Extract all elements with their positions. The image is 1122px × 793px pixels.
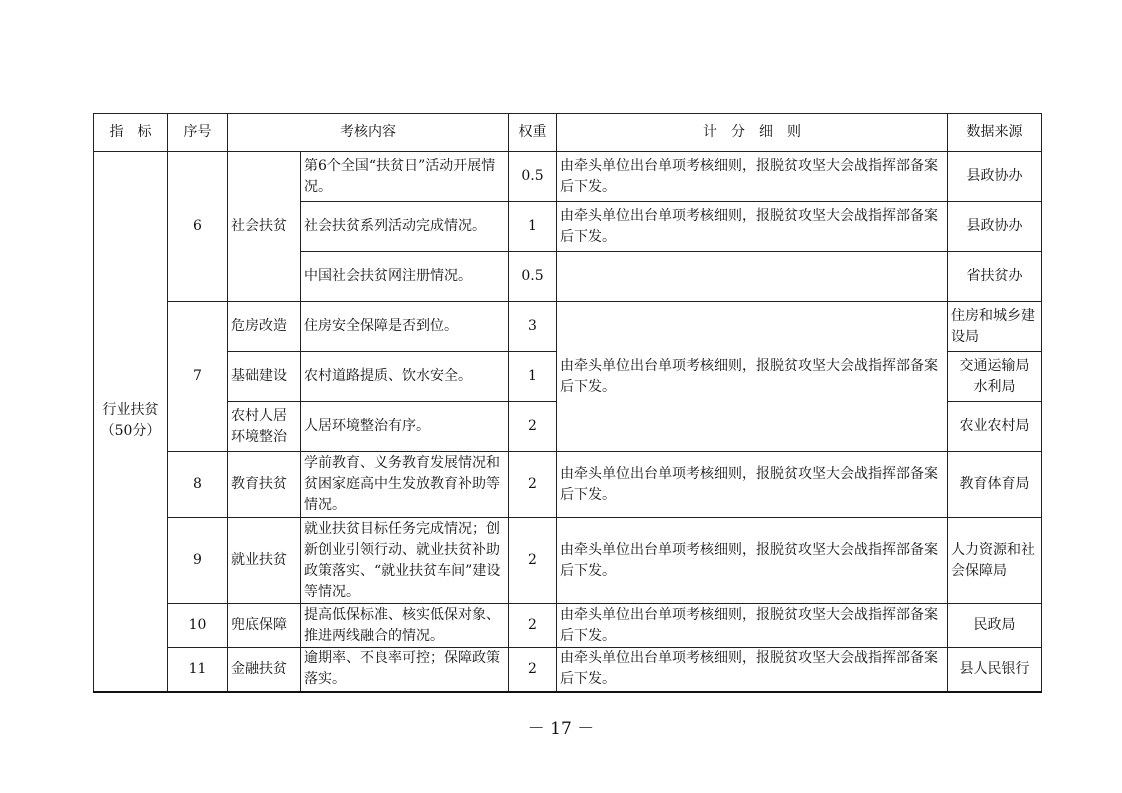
header-indicator: 指 标 <box>94 114 168 152</box>
source-cell: 县人民银行 <box>948 648 1042 692</box>
weight-cell: 1 <box>509 202 557 252</box>
assessment-table <box>93 113 1042 693</box>
rule-cell: 由牵头单位出台单项考核细则，报脱贫攻坚大会战指挥部备案后下发。 <box>557 604 948 648</box>
source-cell: 交通运输局 水利局 <box>948 352 1042 402</box>
weight-cell: 2 <box>509 648 557 692</box>
rule-cell: 由牵头单位出台单项考核细则，报脱贫攻坚大会战指挥部备案后下发。 <box>557 302 948 452</box>
table-row <box>94 152 1042 202</box>
weight-cell: 2 <box>509 518 557 604</box>
table-row <box>94 604 1042 648</box>
table-row <box>94 302 1042 352</box>
source-cell: 农业农村局 <box>948 402 1042 452</box>
page-number: － 17 － <box>527 719 595 739</box>
indicator-points: （50分） <box>100 423 161 440</box>
weight-cell: 3 <box>509 302 557 352</box>
weight-cell: 2 <box>509 402 557 452</box>
table-row <box>94 518 1042 604</box>
rule-cell: 由牵头单位出台单项考核细则，报脱贫攻坚大会战指挥部备案后下发。 <box>557 452 948 518</box>
source-cell: 县政协办 <box>948 202 1042 252</box>
category-cell: 社会扶贫 <box>228 152 301 302</box>
indicator-cell <box>94 152 168 692</box>
category-cell: 农村人居环境整治 <box>228 402 301 452</box>
source-cell: 人力资源和社会保障局 <box>948 518 1042 604</box>
category-cell: 就业扶贫 <box>228 518 301 604</box>
category-cell: 危房改造 <box>228 302 301 352</box>
rule-cell: 由牵头单位出台单项考核细则，报脱贫攻坚大会战指挥部备案后下发。 <box>557 202 948 252</box>
content-cell: 社会扶贫系列活动完成情况。 <box>301 202 509 252</box>
source-cell: 住房和城乡建设局 <box>948 302 1042 352</box>
category-cell: 教育扶贫 <box>228 452 301 518</box>
weight-cell: 2 <box>509 604 557 648</box>
source-cell: 教育体育局 <box>948 452 1042 518</box>
source-cell: 县政协办 <box>948 152 1042 202</box>
header-source: 数据来源 <box>948 114 1042 152</box>
seq-cell: 8 <box>168 452 228 518</box>
seq-cell: 6 <box>168 152 228 302</box>
weight-cell: 0.5 <box>509 252 557 302</box>
rule-cell <box>557 252 948 302</box>
content-cell: 中国社会扶贫网注册情况。 <box>301 252 509 302</box>
content-cell: 逾期率、不良率可控；保障政策落实。 <box>301 648 509 692</box>
header-seq: 序号 <box>168 114 228 152</box>
seq-cell: 11 <box>168 648 228 692</box>
indicator-name: 行业扶贫 <box>102 402 159 419</box>
header-weight: 权重 <box>509 114 557 152</box>
content-cell: 提高低保标准、核实低保对象、推进两线融合的情况。 <box>301 604 509 648</box>
seq-cell: 9 <box>168 518 228 604</box>
content-cell: 学前教育、义务教育发展情况和贫困家庭高中生发放教育补助等情况。 <box>301 452 509 518</box>
rule-cell: 由牵头单位出台单项考核细则，报脱贫攻坚大会战指挥部备案后下发。 <box>557 648 948 692</box>
content-cell: 第6个全国“扶贫日”活动开展情况。 <box>301 152 509 202</box>
seq-cell: 10 <box>168 604 228 648</box>
table-row <box>94 452 1042 518</box>
category-cell: 金融扶贫 <box>228 648 301 692</box>
header-row <box>94 114 1042 152</box>
category-cell: 兜底保障 <box>228 604 301 648</box>
rule-cell: 由牵头单位出台单项考核细则，报脱贫攻坚大会战指挥部备案后下发。 <box>557 152 948 202</box>
source-cell: 民政局 <box>948 604 1042 648</box>
weight-cell: 1 <box>509 352 557 402</box>
header-rules: 计 分 细 则 <box>557 114 948 152</box>
table-row <box>94 648 1042 692</box>
category-cell: 基础建设 <box>228 352 301 402</box>
rule-cell: 由牵头单位出台单项考核细则，报脱贫攻坚大会战指挥部备案后下发。 <box>557 518 948 604</box>
header-content: 考核内容 <box>228 114 509 152</box>
weight-cell: 0.5 <box>509 152 557 202</box>
content-cell: 农村道路提质、饮水安全。 <box>301 352 509 402</box>
seq-cell: 7 <box>168 302 228 452</box>
weight-cell: 2 <box>509 452 557 518</box>
content-cell: 人居环境整治有序。 <box>301 402 509 452</box>
content-cell: 住房安全保障是否到位。 <box>301 302 509 352</box>
source-cell: 省扶贫办 <box>948 252 1042 302</box>
content-cell: 就业扶贫目标任务完成情况；创新创业引领行动、就业扶贫补助政策落实、“就业扶贫车间”建设等情况。 <box>301 518 509 604</box>
